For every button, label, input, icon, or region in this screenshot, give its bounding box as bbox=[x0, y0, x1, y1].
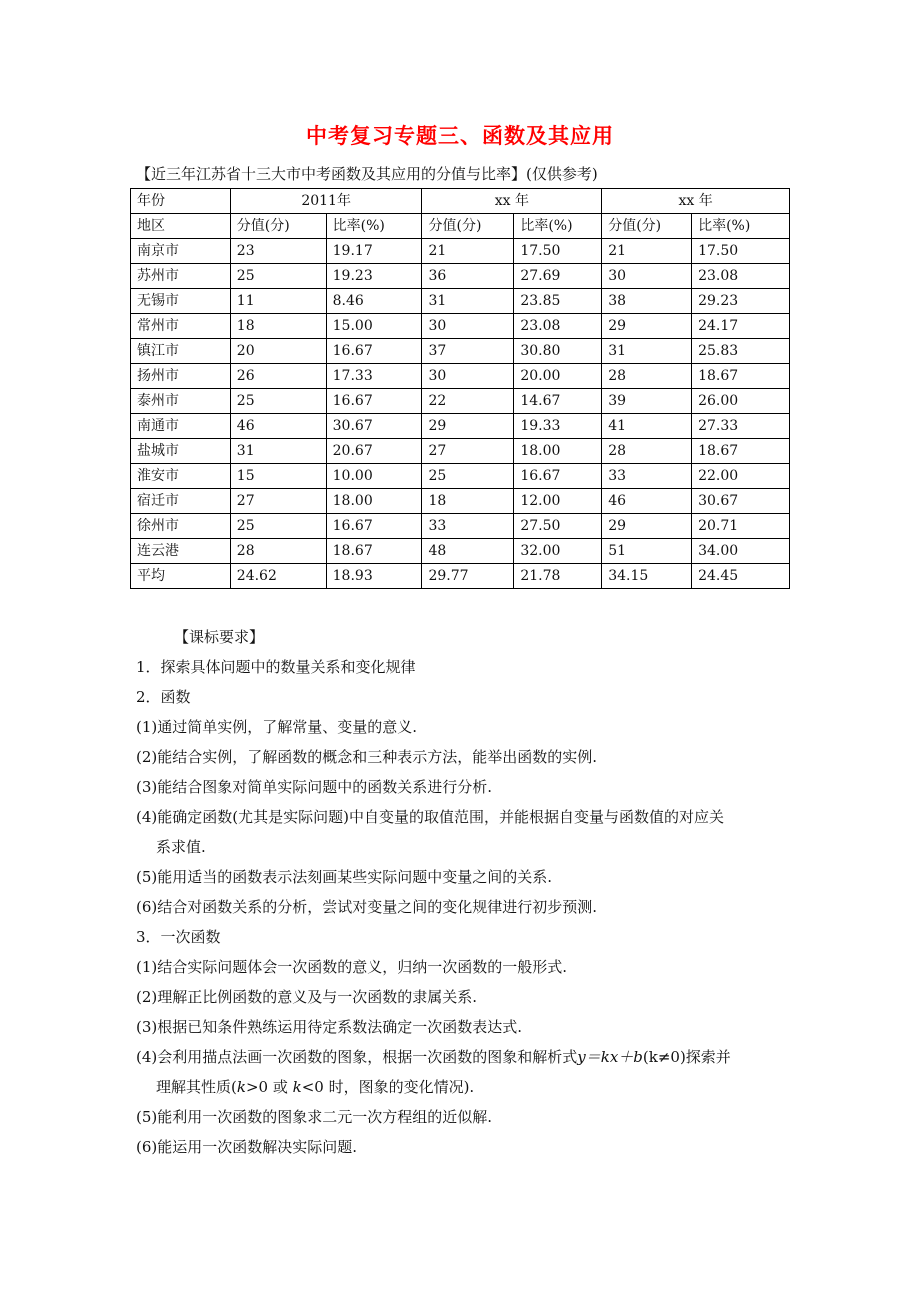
rate-cell: 27.33 bbox=[692, 414, 790, 439]
func-item: (2)能结合实例，了解函数的概念和三种表示方法，能举出函数的实例. bbox=[136, 748, 598, 766]
region-cell: 盐城市 bbox=[131, 439, 231, 464]
score-cell: 39 bbox=[602, 389, 692, 414]
score-cell: 25 bbox=[230, 514, 326, 539]
table-row bbox=[131, 239, 790, 264]
linear-item: (5)能利用一次函数的图象求二元一次方程组的近似解. bbox=[136, 1108, 493, 1126]
year-xx-1: xx 年 bbox=[422, 189, 602, 214]
rate-cell: 30.67 bbox=[692, 489, 790, 514]
linear-item: (3)根据已知条件熟练运用待定系数法确定一次函数表达式. bbox=[136, 1018, 523, 1036]
score-cell: 29 bbox=[422, 414, 514, 439]
linear-item: (2)理解正比例函数的意义及与一次函数的隶属关系. bbox=[136, 988, 478, 1006]
region-cell: 平均 bbox=[131, 564, 231, 589]
score-cell: 48 bbox=[422, 539, 514, 564]
func-item: (1)通过简单实例，了解常量、变量的意义. bbox=[136, 718, 418, 736]
region-cell: 苏州市 bbox=[131, 264, 231, 289]
score-cell: 37 bbox=[422, 339, 514, 364]
score-cell: 36 bbox=[422, 264, 514, 289]
linear-item-4 bbox=[136, 1042, 796, 1072]
linear-4-text: >0 或 bbox=[245, 1078, 293, 1096]
func-item: (3)能结合图象对简单实际问题中的函数关系进行分析. bbox=[136, 778, 493, 796]
score-cell: 46 bbox=[602, 489, 692, 514]
page-title: 中考复习专题三、函数及其应用 bbox=[306, 123, 614, 148]
rate-cell: 23.08 bbox=[514, 314, 602, 339]
rate-cell: 26.00 bbox=[692, 389, 790, 414]
score-cell: 25 bbox=[230, 389, 326, 414]
region-cell: 南京市 bbox=[131, 239, 231, 264]
rate-cell: 19.17 bbox=[326, 239, 422, 264]
rate-header: 比率(%) bbox=[514, 214, 602, 239]
linear-4-text: <0 时，图象的变化情况). bbox=[301, 1078, 475, 1096]
item-2: 2．函数 bbox=[136, 688, 191, 706]
item-3: 3．一次函数 bbox=[136, 928, 221, 946]
region-header: 地区 bbox=[131, 214, 231, 239]
func-item: (6)结合对函数关系的分析，尝试对变量之间的变化规律进行初步预测. bbox=[136, 898, 598, 916]
score-cell: 38 bbox=[602, 289, 692, 314]
item-1: 1．探索具体问题中的数量关系和变化规律 bbox=[136, 658, 416, 676]
rate-header: 比率(%) bbox=[326, 214, 422, 239]
score-cell: 21 bbox=[602, 239, 692, 264]
rate-cell: 15.00 bbox=[326, 314, 422, 339]
table-header-row bbox=[131, 214, 790, 239]
score-cell: 46 bbox=[230, 414, 326, 439]
rate-cell: 32.00 bbox=[514, 539, 602, 564]
rate-cell: 18.00 bbox=[514, 439, 602, 464]
region-cell: 南通市 bbox=[131, 414, 231, 439]
table-row bbox=[131, 414, 790, 439]
rate-cell: 23.85 bbox=[514, 289, 602, 314]
rate-cell: 23.08 bbox=[692, 264, 790, 289]
year-header: 年份 bbox=[131, 189, 231, 214]
rate-cell: 20.00 bbox=[514, 364, 602, 389]
score-cell: 30 bbox=[422, 364, 514, 389]
score-cell: 25 bbox=[422, 464, 514, 489]
score-cell: 28 bbox=[602, 364, 692, 389]
rate-cell: 17.50 bbox=[514, 239, 602, 264]
rate-cell: 16.67 bbox=[514, 464, 602, 489]
score-cell: 30 bbox=[602, 264, 692, 289]
func-item: (4)能确定函数(尤其是实际问题)中自变量的取值范围，并能根据自变量与函数值的对应关 bbox=[136, 808, 724, 826]
score-cell: 29 bbox=[602, 314, 692, 339]
score-cell: 27 bbox=[422, 439, 514, 464]
score-cell: 15 bbox=[230, 464, 326, 489]
rate-cell: 10.00 bbox=[326, 464, 422, 489]
rate-cell: 18.93 bbox=[326, 564, 422, 589]
score-header: 分值(分) bbox=[602, 214, 692, 239]
rate-cell: 27.69 bbox=[514, 264, 602, 289]
rate-header: 比率(%) bbox=[692, 214, 790, 239]
table-caption: 【近三年江苏省十三大市中考函数及其应用的分值与比率】(仅供参考) bbox=[136, 165, 598, 183]
linear-4-cond: (k≠0)探索并 bbox=[642, 1048, 731, 1066]
score-cell: 24.62 bbox=[230, 564, 326, 589]
linear-item: (1)结合实际问题体会一次函数的意义，归纳一次函数的一般形式. bbox=[136, 958, 568, 976]
score-cell: 18 bbox=[230, 314, 326, 339]
score-cell: 21 bbox=[422, 239, 514, 264]
score-ratio-table bbox=[130, 188, 790, 589]
rate-cell: 17.33 bbox=[326, 364, 422, 389]
score-header: 分值(分) bbox=[230, 214, 326, 239]
table-row bbox=[131, 564, 790, 589]
score-cell: 26 bbox=[230, 364, 326, 389]
score-cell: 29.77 bbox=[422, 564, 514, 589]
year-xx-2: xx 年 bbox=[602, 189, 790, 214]
table-year-row bbox=[131, 189, 790, 214]
variable-k: k bbox=[236, 1078, 246, 1096]
rate-cell: 24.45 bbox=[692, 564, 790, 589]
region-cell: 镇江市 bbox=[131, 339, 231, 364]
region-cell: 淮安市 bbox=[131, 464, 231, 489]
curriculum-requirements bbox=[136, 622, 796, 1162]
region-cell: 宿迁市 bbox=[131, 489, 231, 514]
score-cell: 51 bbox=[602, 539, 692, 564]
region-cell: 泰州市 bbox=[131, 389, 231, 414]
table-row bbox=[131, 464, 790, 489]
table-row bbox=[131, 389, 790, 414]
score-cell: 29 bbox=[602, 514, 692, 539]
section-heading: 【课标要求】 bbox=[174, 628, 265, 646]
table-row bbox=[131, 264, 790, 289]
score-cell: 27 bbox=[230, 489, 326, 514]
region-cell: 徐州市 bbox=[131, 514, 231, 539]
region-cell: 连云港 bbox=[131, 539, 231, 564]
region-cell: 无锡市 bbox=[131, 289, 231, 314]
rate-cell: 20.67 bbox=[326, 439, 422, 464]
score-cell: 28 bbox=[230, 539, 326, 564]
rate-cell: 25.83 bbox=[692, 339, 790, 364]
rate-cell: 29.23 bbox=[692, 289, 790, 314]
table-row bbox=[131, 364, 790, 389]
rate-cell: 16.67 bbox=[326, 514, 422, 539]
rate-cell: 18.67 bbox=[692, 364, 790, 389]
score-cell: 31 bbox=[230, 439, 326, 464]
region-cell: 常州市 bbox=[131, 314, 231, 339]
rate-cell: 30.80 bbox=[514, 339, 602, 364]
score-cell: 25 bbox=[230, 264, 326, 289]
table-row bbox=[131, 439, 790, 464]
linear-4-text: 理解其性质( bbox=[156, 1078, 237, 1096]
rate-cell: 14.67 bbox=[514, 389, 602, 414]
rate-cell: 16.67 bbox=[326, 339, 422, 364]
rate-cell: 21.78 bbox=[514, 564, 602, 589]
table-row bbox=[131, 489, 790, 514]
score-cell: 31 bbox=[602, 339, 692, 364]
score-cell: 11 bbox=[230, 289, 326, 314]
rate-cell: 19.23 bbox=[326, 264, 422, 289]
table-row bbox=[131, 314, 790, 339]
score-cell: 28 bbox=[602, 439, 692, 464]
score-cell: 33 bbox=[422, 514, 514, 539]
table-row bbox=[131, 289, 790, 314]
rate-cell: 18.00 bbox=[326, 489, 422, 514]
rate-cell: 22.00 bbox=[692, 464, 790, 489]
rate-cell: 34.00 bbox=[692, 539, 790, 564]
variable-k: k bbox=[292, 1078, 302, 1096]
linear-item-4-cont bbox=[136, 1072, 796, 1102]
score-cell: 22 bbox=[422, 389, 514, 414]
score-header: 分值(分) bbox=[422, 214, 514, 239]
score-cell: 30 bbox=[422, 314, 514, 339]
rate-cell: 16.67 bbox=[326, 389, 422, 414]
table-row bbox=[131, 339, 790, 364]
rate-cell: 18.67 bbox=[326, 539, 422, 564]
score-cell: 23 bbox=[230, 239, 326, 264]
rate-cell: 18.67 bbox=[692, 439, 790, 464]
rate-cell: 17.50 bbox=[692, 239, 790, 264]
rate-cell: 20.71 bbox=[692, 514, 790, 539]
score-cell: 20 bbox=[230, 339, 326, 364]
linear-item: (6)能运用一次函数解决实际问题. bbox=[136, 1138, 358, 1156]
table-row bbox=[131, 539, 790, 564]
rate-cell: 30.67 bbox=[326, 414, 422, 439]
score-cell: 41 bbox=[602, 414, 692, 439]
linear-formula: y＝kx＋b bbox=[577, 1048, 643, 1066]
rate-cell: 27.50 bbox=[514, 514, 602, 539]
rate-cell: 24.17 bbox=[692, 314, 790, 339]
func-item: (5)能用适当的函数表示法刻画某些实际问题中变量之间的关系. bbox=[136, 868, 553, 886]
year-2011: 2011年 bbox=[230, 189, 422, 214]
rate-cell: 8.46 bbox=[326, 289, 422, 314]
score-cell: 31 bbox=[422, 289, 514, 314]
score-cell: 34.15 bbox=[602, 564, 692, 589]
func-item-cont: 系求值. bbox=[156, 838, 206, 856]
rate-cell: 19.33 bbox=[514, 414, 602, 439]
score-cell: 33 bbox=[602, 464, 692, 489]
region-cell: 扬州市 bbox=[131, 364, 231, 389]
rate-cell: 12.00 bbox=[514, 489, 602, 514]
score-cell: 18 bbox=[422, 489, 514, 514]
table-row bbox=[131, 514, 790, 539]
linear-4-text: (4)会利用描点法画一次函数的图象，根据一次函数的图象和解析式 bbox=[136, 1048, 578, 1066]
